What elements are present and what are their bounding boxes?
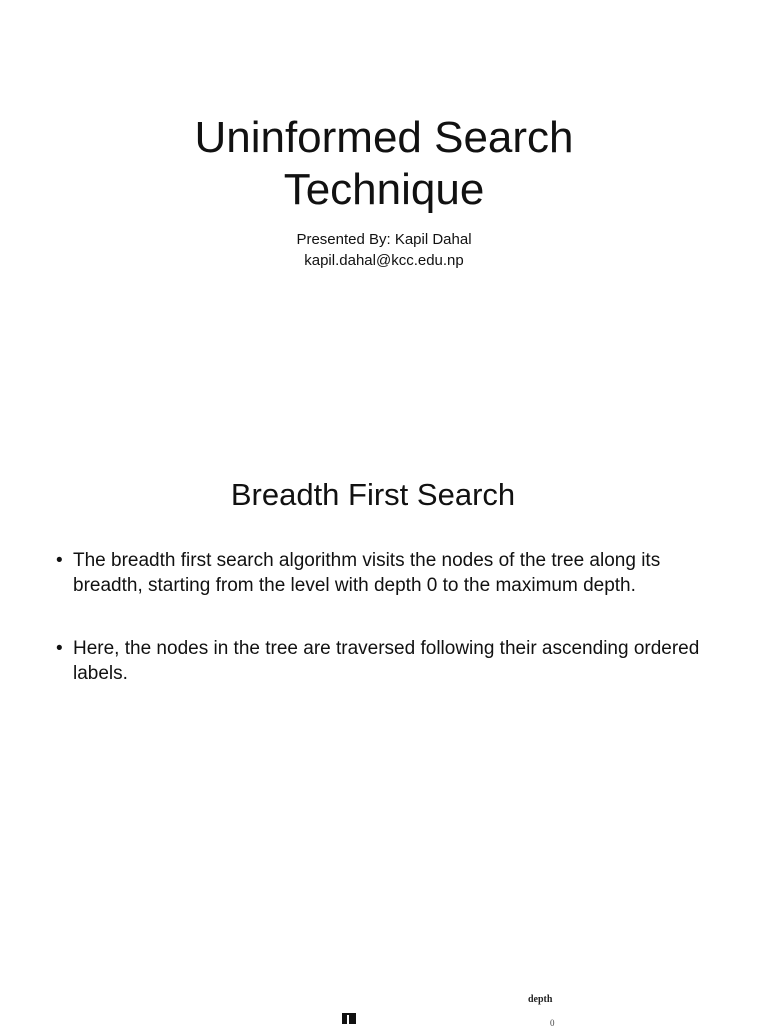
presenter-block	[0, 229, 768, 271]
bullet-list	[56, 548, 706, 686]
slide-title-line-2: Technique	[283, 165, 485, 214]
depth-value: 0	[550, 1018, 555, 1028]
root-node-notch	[347, 1015, 349, 1024]
bullet-text: Here, the nodes in the tree are traversed following their ascending ordered labels.	[73, 638, 700, 684]
bullet-dot-icon: •	[56, 550, 63, 571]
bullet-dot-icon: •	[56, 638, 63, 659]
slide-title-line-1: Uninformed Search	[194, 113, 574, 162]
bullet-item	[56, 548, 706, 598]
presenter-email: kapil.dahal@kcc.edu.np	[304, 252, 464, 269]
title-slide	[0, 0, 768, 420]
root-node-icon	[342, 1013, 356, 1024]
bullet-text: The breadth first search algorithm visits the nodes of the tree along its breadth, starting from the level with depth 0 to the maximum depth.	[73, 550, 661, 596]
slide-heading: Breadth First Search	[230, 477, 516, 512]
depth-label: depth	[528, 994, 553, 1005]
slide-title	[0, 112, 768, 216]
bullet-item	[56, 636, 706, 686]
tree-diagram-fragment	[0, 980, 768, 1028]
presenter-name: Presented By: Kapil Dahal	[296, 231, 472, 248]
content-slide	[0, 420, 768, 1028]
